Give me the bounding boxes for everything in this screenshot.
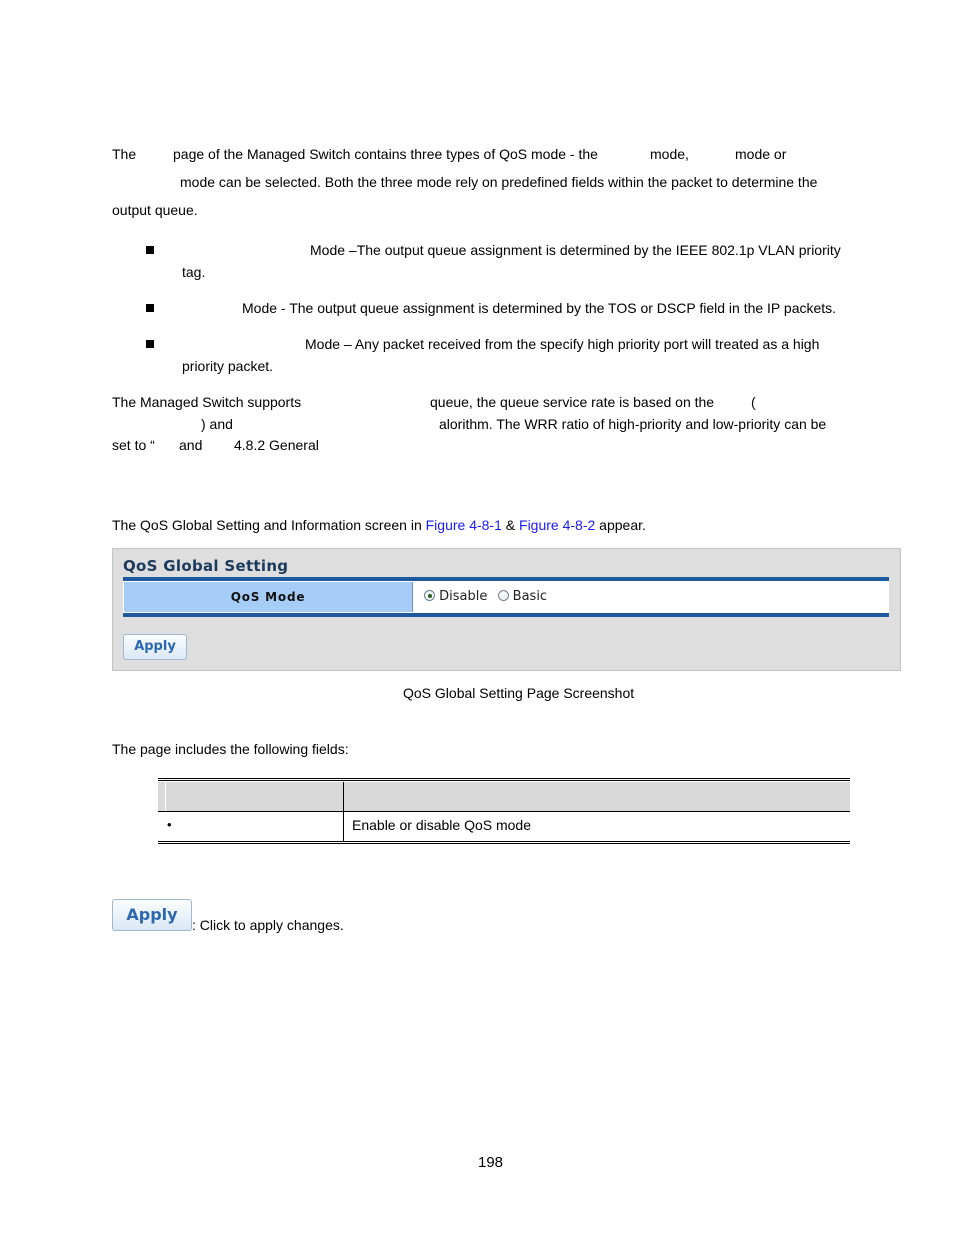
intro-the: The [112,146,137,162]
support-text-3a: set to “ [112,437,155,453]
support-text-2a: ) and [201,416,233,432]
radio-checked-icon[interactable] [424,590,435,601]
table-row-description: Enable or disable QoS mode [352,817,531,833]
bullet-3-line-2: priority packet. [182,358,274,374]
table-header-row [158,782,850,812]
fields-table [158,778,850,844]
radio-disable[interactable] [424,589,492,604]
intro-text-3: output queue. [112,202,198,218]
screen-intro-end: appear. [599,517,646,533]
header-gap [165,782,166,811]
radio-disable-label: Disable [439,589,488,604]
figure-caption: QoS Global Setting Page Screenshot [403,685,635,701]
panel-title: QoS Global Setting [123,557,289,575]
square-bullet-icon [146,304,154,312]
table-top-rule-2 [158,780,850,781]
support-text-2b: alorithm. The WRR ratio of high-priority and low-priority can be [439,416,827,432]
table-row-bullet: • [167,817,172,832]
support-text-3c: 4.8.2 General [234,437,319,453]
figure-link-1[interactable]: Figure 4-8-1 [425,517,502,533]
apply-note-text: : Click to apply changes. [192,917,344,933]
intro-mode-or: mode or [735,146,787,162]
figure-link-2[interactable]: Figure 4-8-2 [519,517,596,533]
table-bottom-rule-2 [158,843,850,844]
support-text-1c: ( [751,394,756,410]
bullet-2-line-1: Mode - The output queue assignment is determined by the TOS or DSCP field in the IP packets. [242,300,837,316]
page-number: 198 [478,1154,504,1171]
support-text-3b: and [179,437,203,453]
support-text-1b: queue, the queue service rate is based on the [430,394,715,410]
qos-mode-options [414,582,888,612]
ampersand: & [505,517,516,533]
screen-intro [112,517,646,533]
table-top-rule [158,778,850,779]
qos-global-setting-panel [112,548,901,671]
intro-text-1: page of the Managed Switch contains three types of QoS mode - the [173,146,598,162]
screen-intro-text: The QoS Global Setting and Information screen in [112,517,422,533]
bullet-1-line-2: tag. [182,264,206,280]
qos-mode-label: QoS Mode [124,582,413,612]
apply-button-example[interactable]: Apply [112,899,192,931]
column-divider [343,782,344,842]
bullet-3-line-1: Mode – Any packet received from the specify high priority port will treated as a high [305,336,820,352]
square-bullet-icon [146,340,154,348]
qos-mode-table [123,577,889,617]
apply-button[interactable]: Apply [123,634,187,660]
radio-basic[interactable] [498,589,548,604]
intro-text-2: mode can be selected. Both the three mode rely on predefined fields within the packet to determine the [180,174,818,190]
radio-basic-label: Basic [512,589,548,604]
support-text-1a: The Managed Switch supports [112,394,302,410]
table-bottom-rule [158,841,850,842]
square-bullet-icon [146,246,154,254]
radio-unchecked-icon[interactable] [498,590,509,601]
bullet-1-line-1: Mode –The output queue assignment is determined by the IEEE 802.1p VLAN priority [310,242,841,258]
fields-intro: The page includes the following fields: [112,741,349,757]
intro-mode-comma: mode, [650,146,689,162]
